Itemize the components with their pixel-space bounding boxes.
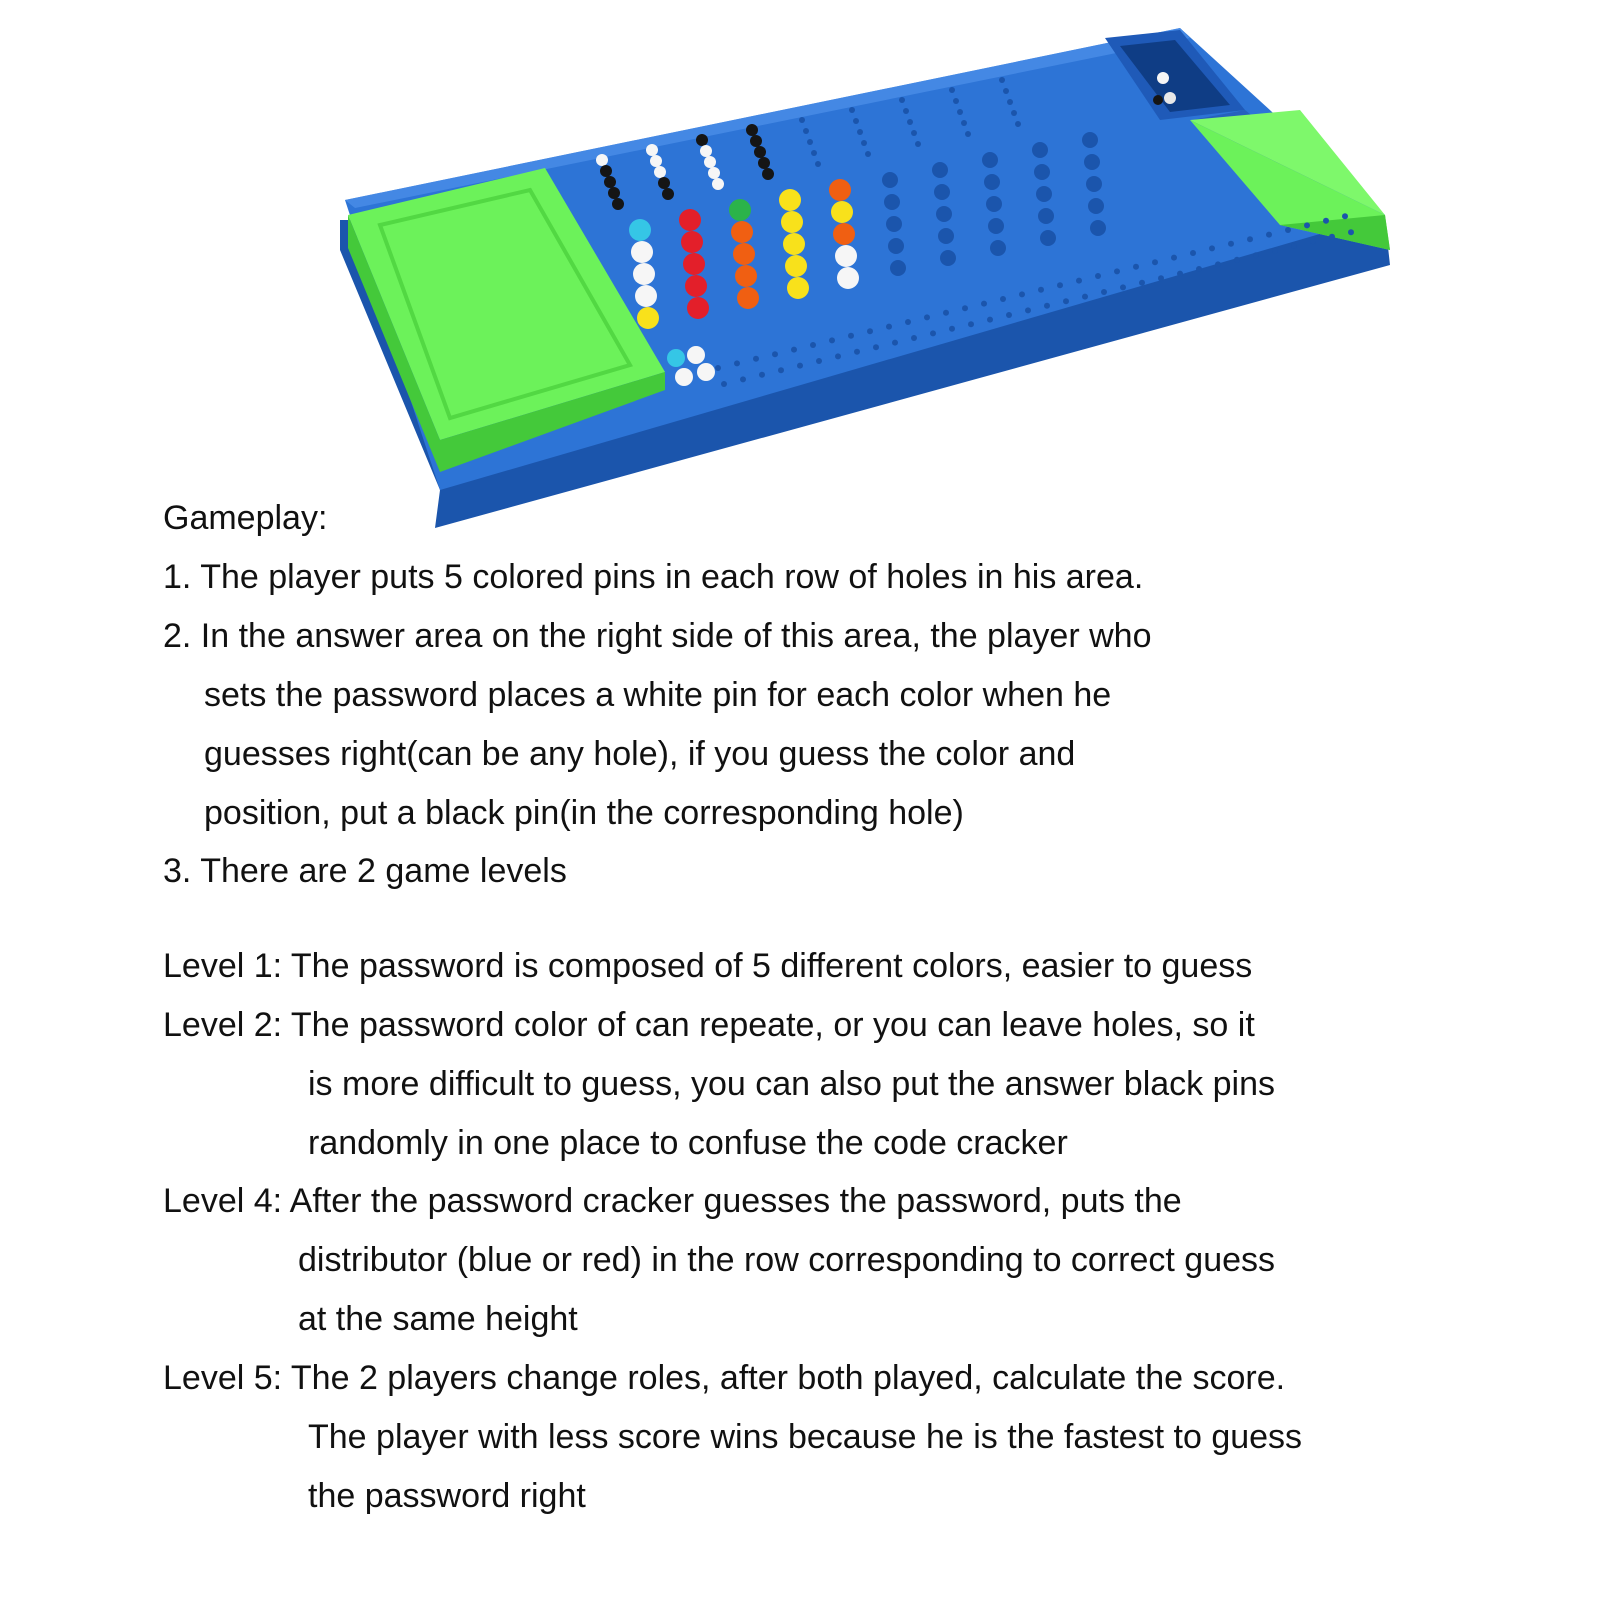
key-hole bbox=[957, 109, 963, 115]
empty-hole bbox=[932, 162, 948, 178]
edge-hole bbox=[1177, 271, 1183, 277]
empty-hole bbox=[1036, 186, 1052, 202]
empty-hole bbox=[938, 228, 954, 244]
key-hole bbox=[911, 130, 917, 136]
key-pin bbox=[658, 177, 670, 189]
key-pin bbox=[746, 124, 758, 136]
secret-pin bbox=[687, 346, 705, 364]
edge-hole bbox=[797, 363, 803, 369]
key-pin bbox=[712, 178, 724, 190]
key-hole bbox=[811, 150, 817, 156]
step-1-line: 1. The player puts 5 colored pins in each row of holes in his area. bbox=[163, 558, 1144, 596]
empty-hole bbox=[940, 250, 956, 266]
edge-hole bbox=[740, 376, 746, 382]
empty-hole bbox=[884, 194, 900, 210]
empty-hole bbox=[1084, 154, 1100, 170]
edge-hole bbox=[1253, 252, 1259, 258]
key-hole bbox=[865, 151, 871, 157]
empty-hole bbox=[1040, 230, 1056, 246]
edge-hole bbox=[1082, 294, 1088, 300]
edge-hole bbox=[911, 335, 917, 341]
secret-pin bbox=[697, 363, 715, 381]
key-hole bbox=[849, 107, 855, 113]
edge-hole bbox=[753, 356, 759, 362]
key-pin bbox=[750, 135, 762, 147]
code-pin bbox=[779, 189, 801, 211]
edge-hole bbox=[1266, 232, 1272, 238]
key-hole bbox=[999, 77, 1005, 83]
edge-hole bbox=[778, 367, 784, 373]
edge-hole bbox=[829, 337, 835, 343]
edge-hole bbox=[1304, 222, 1310, 228]
code-pin bbox=[687, 297, 709, 319]
edge-hole bbox=[1120, 284, 1126, 290]
key-pin bbox=[654, 166, 666, 178]
empty-hole bbox=[1088, 198, 1104, 214]
edge-hole bbox=[1323, 218, 1329, 224]
step-2-line-1: 2. In the answer area on the right side of this area, the player who bbox=[163, 617, 1152, 655]
edge-hole bbox=[1057, 282, 1063, 288]
edge-hole bbox=[1152, 259, 1158, 265]
code-pin bbox=[783, 233, 805, 255]
key-hole bbox=[807, 139, 813, 145]
edge-hole bbox=[1190, 250, 1196, 256]
edge-hole bbox=[1025, 307, 1031, 313]
empty-hole bbox=[984, 174, 1000, 190]
edge-hole bbox=[1158, 275, 1164, 281]
step-2-line-4: position, put a black pin(in the corresponding hole) bbox=[204, 794, 964, 832]
code-pin bbox=[787, 277, 809, 299]
edge-hole bbox=[943, 310, 949, 316]
edge-hole bbox=[1038, 287, 1044, 293]
edge-hole bbox=[1063, 298, 1069, 304]
key-hole bbox=[949, 87, 955, 93]
code-pin bbox=[731, 221, 753, 243]
empty-hole bbox=[888, 238, 904, 254]
empty-hole bbox=[986, 196, 1002, 212]
edge-hole bbox=[968, 321, 974, 327]
edge-hole bbox=[1044, 303, 1050, 309]
key-hole bbox=[899, 97, 905, 103]
edge-hole bbox=[1139, 280, 1145, 286]
edge-hole bbox=[867, 328, 873, 334]
key-pin bbox=[708, 167, 720, 179]
edge-hole bbox=[930, 330, 936, 336]
code-pin bbox=[785, 255, 807, 277]
edge-hole bbox=[1101, 289, 1107, 295]
edge-hole bbox=[873, 344, 879, 350]
empty-hole bbox=[1034, 164, 1050, 180]
code-pin bbox=[831, 201, 853, 223]
edge-hole bbox=[1228, 241, 1234, 247]
step-2-line-3: guesses right(can be any hole), if you guess the color and bbox=[204, 735, 1076, 773]
empty-hole bbox=[982, 152, 998, 168]
level-4-line-3: at the same height bbox=[298, 1300, 578, 1338]
empty-hole bbox=[890, 260, 906, 276]
edge-hole bbox=[759, 372, 765, 378]
edge-hole bbox=[791, 347, 797, 353]
edge-hole bbox=[715, 365, 721, 371]
code-pin bbox=[829, 179, 851, 201]
empty-hole bbox=[990, 240, 1006, 256]
code-pin bbox=[629, 219, 651, 241]
edge-hole bbox=[848, 333, 854, 339]
edge-hole bbox=[1234, 257, 1240, 263]
code-pin bbox=[633, 263, 655, 285]
code-pin bbox=[635, 285, 657, 307]
level-5-line-2: The player with less score wins because he is the fastest to guess bbox=[308, 1418, 1303, 1456]
edge-hole bbox=[987, 317, 993, 323]
edge-hole bbox=[1000, 296, 1006, 302]
empty-hole bbox=[1090, 220, 1106, 236]
edge-hole bbox=[1291, 243, 1297, 249]
edge-hole bbox=[854, 349, 860, 355]
secret-pin bbox=[667, 349, 685, 367]
key-pin bbox=[700, 145, 712, 157]
key-hole bbox=[799, 117, 805, 123]
edge-hole bbox=[1114, 268, 1120, 274]
key-hole bbox=[815, 161, 821, 167]
edge-hole bbox=[1285, 227, 1291, 233]
level-4-line-1: Level 4: After the password cracker guesses the password, puts the bbox=[163, 1182, 1182, 1220]
key-hole bbox=[961, 120, 967, 126]
edge-hole bbox=[1171, 255, 1177, 261]
key-hole bbox=[907, 119, 913, 125]
key-pin bbox=[608, 187, 620, 199]
edge-hole bbox=[886, 324, 892, 330]
code-pin bbox=[631, 241, 653, 263]
edge-hole bbox=[1215, 261, 1221, 267]
key-hole bbox=[803, 128, 809, 134]
key-hole bbox=[1015, 121, 1021, 127]
level-2-line-2: is more difficult to guess, you can also put the answer black pins bbox=[308, 1065, 1275, 1103]
key-pin bbox=[650, 155, 662, 167]
edge-hole bbox=[1196, 266, 1202, 272]
edge-hole bbox=[905, 319, 911, 325]
key-hole bbox=[1003, 88, 1009, 94]
key-pin bbox=[596, 154, 608, 166]
key-hole bbox=[953, 98, 959, 104]
code-pin bbox=[737, 287, 759, 309]
edge-hole bbox=[1095, 273, 1101, 279]
edge-hole bbox=[1348, 229, 1354, 235]
key-hole bbox=[861, 140, 867, 146]
key-pin bbox=[646, 144, 658, 156]
edge-hole bbox=[962, 305, 968, 311]
code-pin bbox=[637, 307, 659, 329]
level-5-line-1: Level 5: The 2 players change roles, after both played, calculate the score. bbox=[163, 1359, 1286, 1397]
code-pin bbox=[833, 223, 855, 245]
gameplay-heading: Gameplay: bbox=[163, 499, 328, 537]
edge-hole bbox=[810, 342, 816, 348]
key-pin bbox=[604, 176, 616, 188]
key-hole bbox=[903, 108, 909, 114]
code-pin bbox=[681, 231, 703, 253]
code-pin bbox=[781, 211, 803, 233]
code-pin bbox=[735, 265, 757, 287]
edge-hole bbox=[1019, 291, 1025, 297]
level-2-line-3: randomly in one place to confuse the code cracker bbox=[308, 1124, 1068, 1162]
code-pin bbox=[835, 245, 857, 267]
empty-hole bbox=[1082, 132, 1098, 148]
edge-hole bbox=[721, 381, 727, 387]
level-4-line-2: distributor (blue or red) in the row corresponding to correct guess bbox=[298, 1241, 1276, 1279]
key-hole bbox=[1007, 99, 1013, 105]
edge-hole bbox=[734, 360, 740, 366]
code-pin bbox=[729, 199, 751, 221]
key-pin bbox=[662, 188, 674, 200]
step-3-line: 3. There are 2 game levels bbox=[163, 852, 567, 890]
edge-hole bbox=[1209, 245, 1215, 251]
code-pin bbox=[837, 267, 859, 289]
secret-pin bbox=[675, 368, 693, 386]
empty-hole bbox=[936, 206, 952, 222]
edge-hole bbox=[1006, 312, 1012, 318]
edge-hole bbox=[816, 358, 822, 364]
key-hole bbox=[1011, 110, 1017, 116]
edge-hole bbox=[1272, 248, 1278, 254]
key-hole bbox=[853, 118, 859, 124]
level-5-line-3: the password right bbox=[308, 1477, 586, 1515]
key-hole bbox=[915, 141, 921, 147]
empty-hole bbox=[988, 218, 1004, 234]
key-pin bbox=[612, 198, 624, 210]
empty-hole bbox=[1032, 142, 1048, 158]
key-hole bbox=[965, 131, 971, 137]
edge-hole bbox=[892, 340, 898, 346]
code-pin bbox=[683, 253, 705, 275]
key-pin bbox=[600, 165, 612, 177]
edge-hole bbox=[981, 301, 987, 307]
empty-hole bbox=[1086, 176, 1102, 192]
key-pin bbox=[704, 156, 716, 168]
key-pin bbox=[758, 157, 770, 169]
code-pin bbox=[733, 243, 755, 265]
level-2-line-1: Level 2: The password color of can repeate, or you can leave holes, so it bbox=[163, 1006, 1255, 1044]
empty-hole bbox=[1038, 208, 1054, 224]
edge-hole bbox=[1329, 234, 1335, 240]
key-pin bbox=[762, 168, 774, 180]
code-pin bbox=[679, 209, 701, 231]
empty-hole bbox=[886, 216, 902, 232]
edge-hole bbox=[1342, 213, 1348, 219]
key-pin bbox=[754, 146, 766, 158]
empty-hole bbox=[882, 172, 898, 188]
edge-hole bbox=[949, 326, 955, 332]
edge-hole bbox=[835, 353, 841, 359]
empty-hole bbox=[934, 184, 950, 200]
level-1-line: Level 1: The password is composed of 5 different colors, easier to guess bbox=[163, 947, 1253, 985]
key-pin bbox=[696, 134, 708, 146]
key-hole bbox=[857, 129, 863, 135]
edge-hole bbox=[772, 351, 778, 357]
edge-hole bbox=[924, 314, 930, 320]
edge-hole bbox=[1133, 264, 1139, 270]
edge-hole bbox=[1076, 278, 1082, 284]
board-game-photo bbox=[340, 20, 1430, 550]
edge-hole bbox=[1247, 236, 1253, 242]
step-2-line-2: sets the password places a white pin for each color when he bbox=[204, 676, 1112, 714]
edge-hole bbox=[1310, 238, 1316, 244]
code-pin bbox=[685, 275, 707, 297]
